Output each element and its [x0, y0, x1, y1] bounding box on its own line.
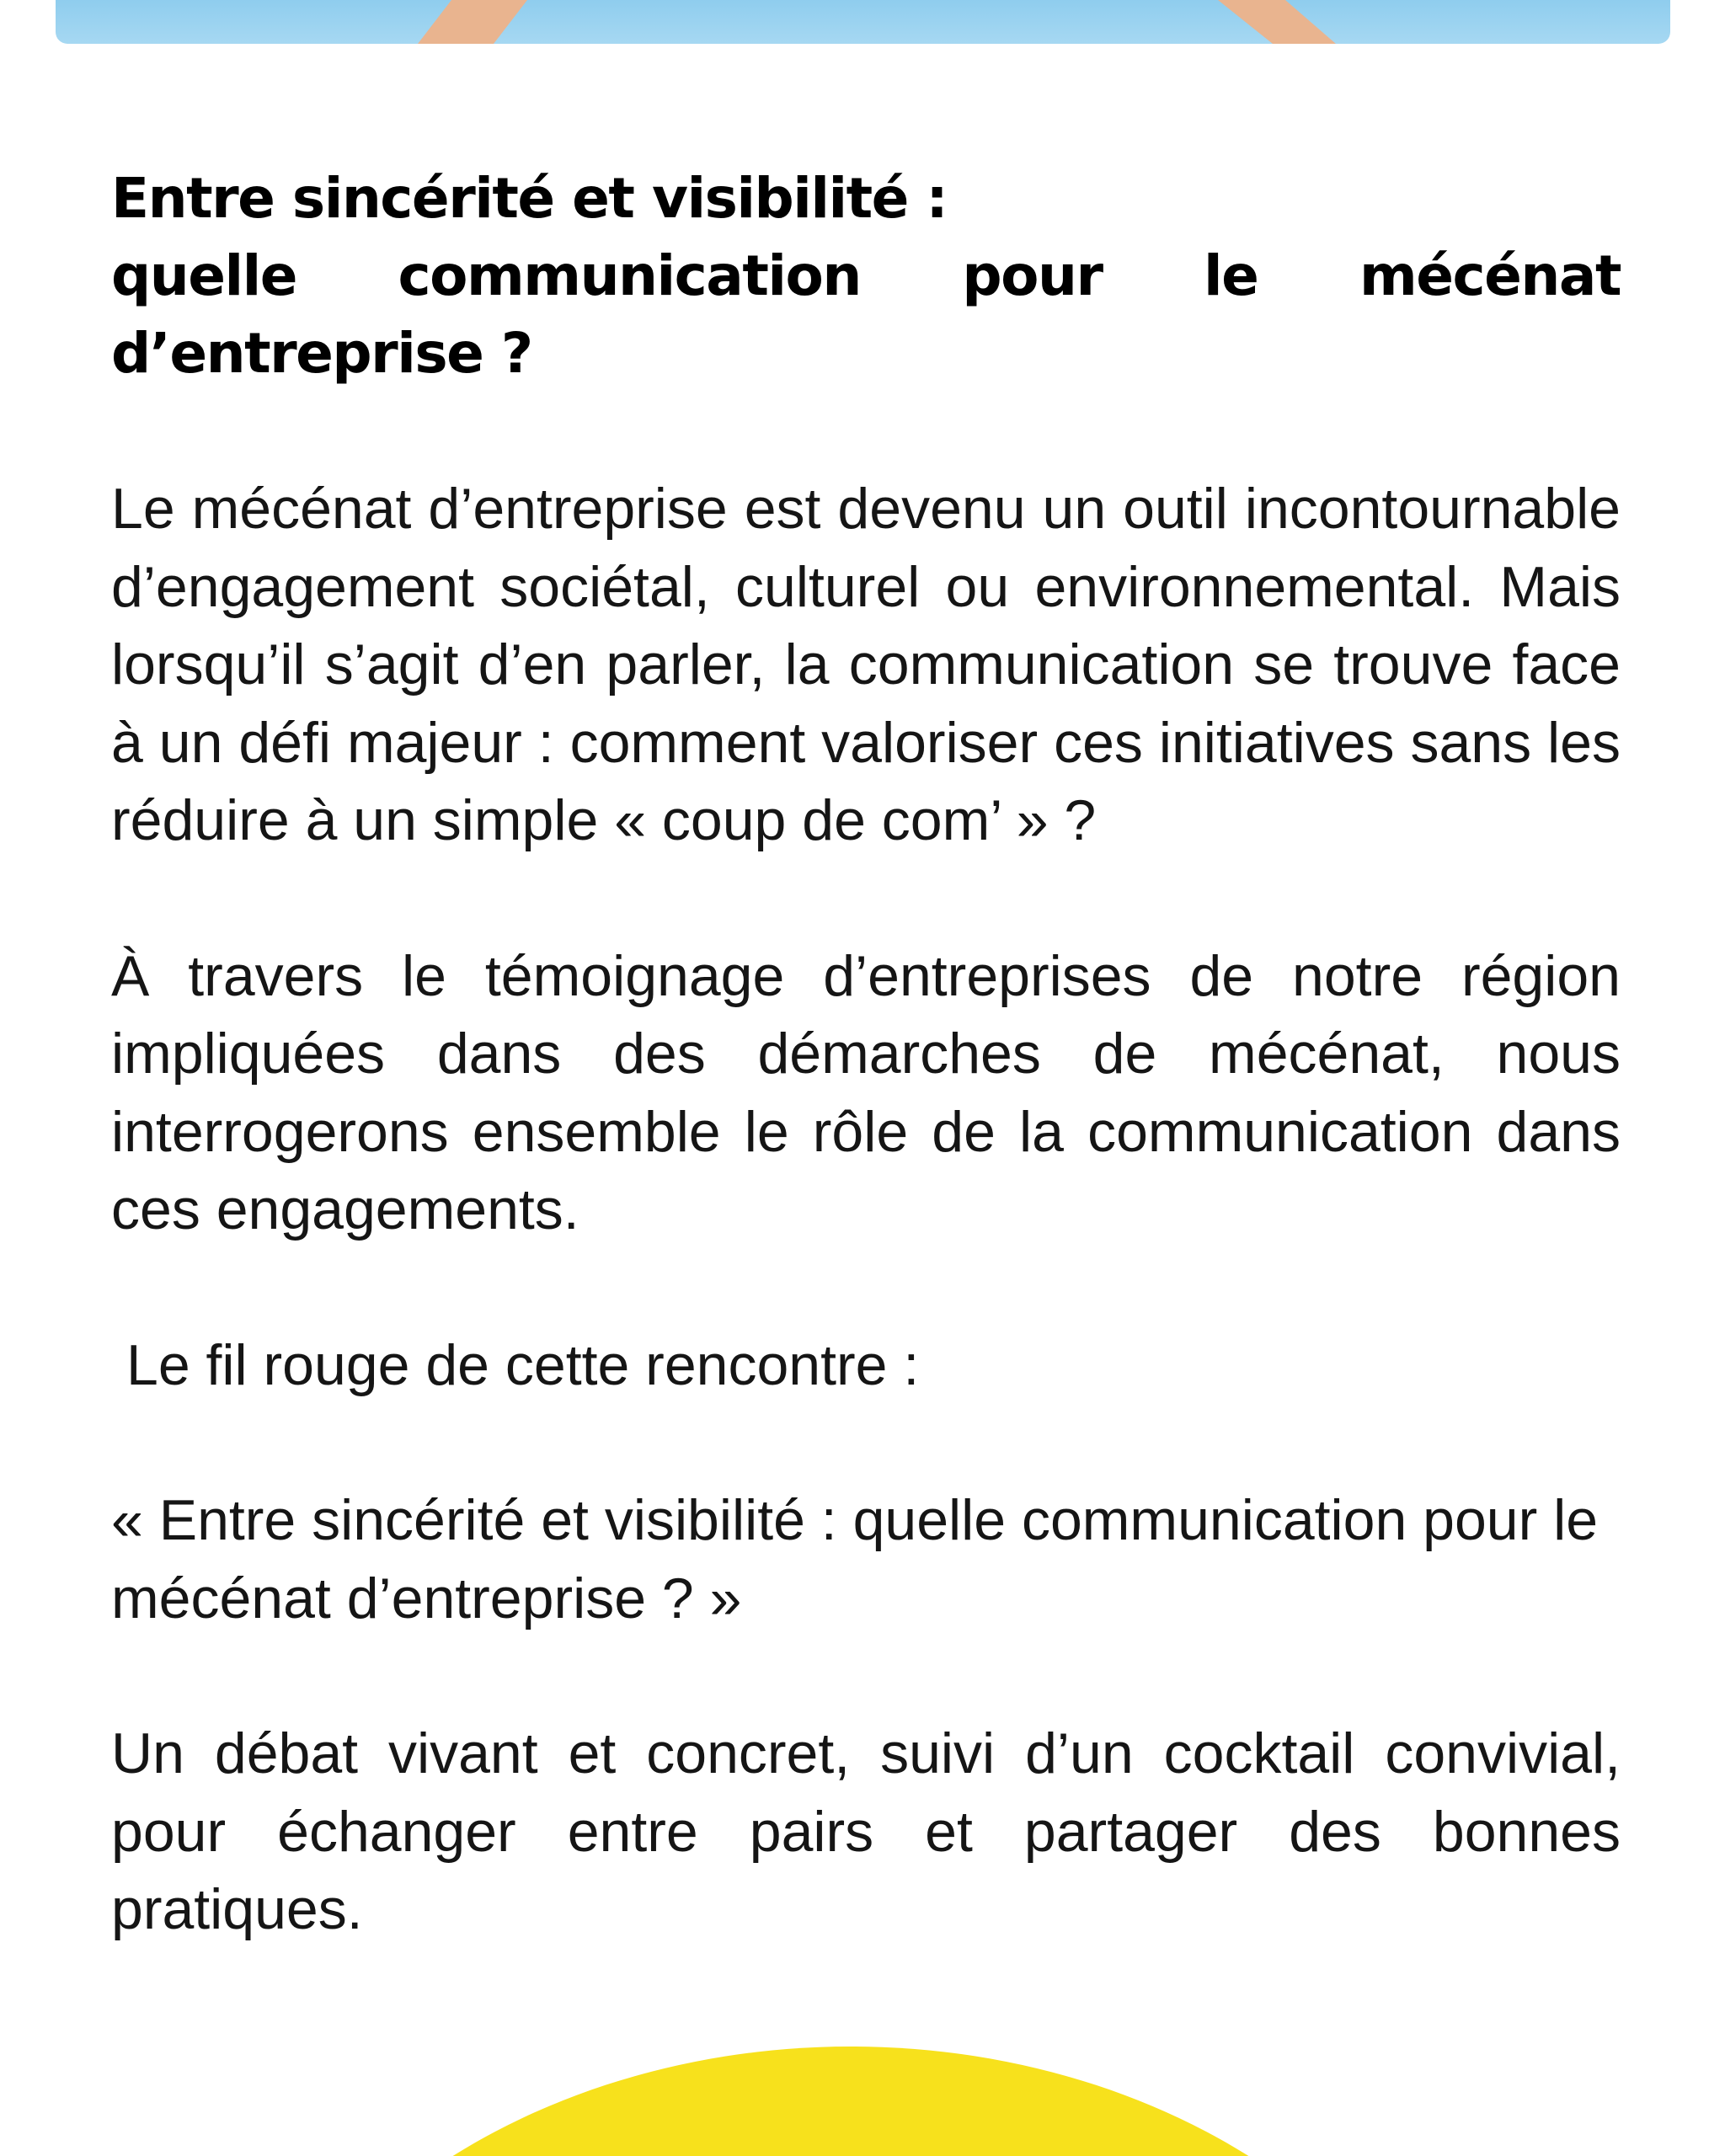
right-arm-shape [1218, 0, 1336, 44]
common-thread-quote: « Entre sincérité et visibilité : quelle communication pour le mécénat d’entreprise ? » [111, 1488, 1599, 1630]
title-line-2: quelle communication pour le mécénat [111, 243, 1621, 308]
article-title [111, 160, 1621, 392]
hero-illustration [56, 0, 1670, 44]
common-thread-label: Le fil rouge de cette rencontre : [126, 1332, 920, 1397]
yellow-circle [211, 2047, 1491, 2156]
left-arm-shape [418, 0, 527, 44]
testimony-paragraph: À travers le témoignage d’entreprises de notre région impliquées dans des démarches de mécénat, nous interrogerons ensemble le rôle de la communication dans ces engagements. [111, 943, 1621, 1241]
intro-paragraph: Le mécénat d’entreprise est devenu un outil incontournable d’engagement sociétal, culturel ou environnemental. Mais lorsqu’il s’agit d’en parler, la communication se trouve face à un défi majeur : comment valoriser ces initiatives sans les réduire à un simple « coup de com’ » ? [111, 477, 1621, 852]
title-line-1: Entre sincérité et visibilité : [111, 166, 948, 231]
debate-paragraph: Un débat vivant et concret, suivi d’un cocktail convivial, pour échanger entre pairs et partager des bonnes pratiques. [111, 1721, 1621, 1941]
title-line-3: d’entreprise ? [111, 321, 532, 386]
hero-image-strip [56, 0, 1670, 44]
yellow-circle-decoration [0, 2047, 1725, 2156]
article-content [111, 160, 1621, 1949]
